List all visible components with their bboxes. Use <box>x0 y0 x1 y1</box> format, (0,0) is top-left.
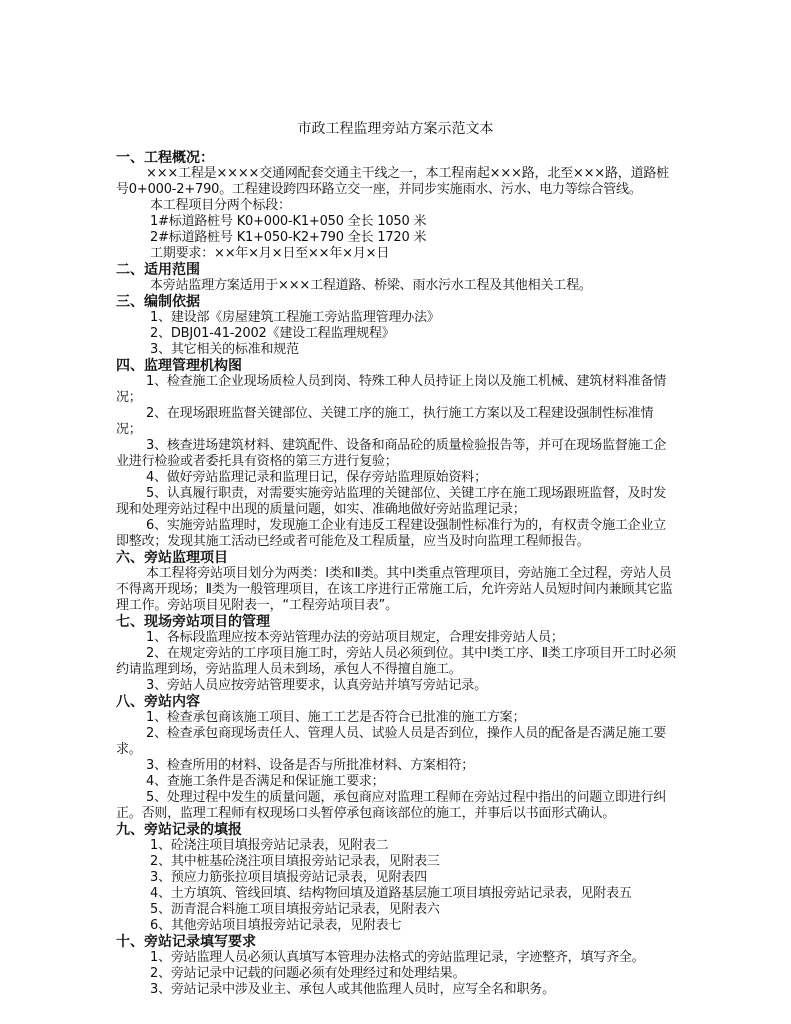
list-item: 1、检查承包商该施工项目、施工工艺是否符合已批准的施工方案； <box>146 710 526 725</box>
list-item: 2、在规定旁站的工序项目施工时，旁站人员必须到位。其中Ⅰ类工序、Ⅱ类工序项目开工时必须约请监理到场，旁站监理人员未到场，承包人不得擅自施工。 <box>116 646 676 677</box>
list-item: 1、旁站监理人员必须认真填写本管理办法格式的旁站监理记录，字迹整齐，填写齐全。 <box>150 950 645 965</box>
section-heading: 九、旁站记录的填报 <box>116 822 242 838</box>
list-item: 5、处理过程中发生的质量问题，承包商应对监理工程师在旁站过程中指出的问题立即进行纠正。否则，监理工程师有权现场口头暂停承包商该部位的施工，并事后以书面形式确认。 <box>116 790 667 821</box>
list-item: 5、沥青混合料施工项目填报旁站记录表，见附表六 <box>150 902 440 917</box>
list-item: 2、旁站记录中记载的问题必须有处理经过和处理结果。 <box>150 966 466 981</box>
list-item: 3、旁站人员应按旁站管理要求，认真旁站并填写旁站记录。 <box>146 678 487 693</box>
list-item: 3、检查所用的材料、设备是否与所批准材料、方案相符； <box>146 758 475 773</box>
list-item: 4、做好旁站监理记录和监理日记，保存旁站监理原始资料； <box>146 470 487 485</box>
list-item: 2、在现场跟班监督关键部位、关键工序的施工，执行施工方案以及工程建设强制性标准情况； <box>116 406 654 437</box>
paragraph: 本工程项目分两个标段： <box>150 198 291 213</box>
list-item: 3、其它相关的标准和规范 <box>150 342 299 357</box>
list-item: 2、DBJ01-41-2002《建设工程监理规程》 <box>150 326 395 341</box>
section-heading: 一、工程概况： <box>116 150 214 166</box>
list-item: 1#标道路桩号 K0+000-K1+050 全长 1050 米 <box>150 214 427 229</box>
section-heading: 三、编制依据 <box>116 294 200 310</box>
section-heading: 四、监理管理机构图 <box>116 358 242 374</box>
section-heading: 十、旁站记录填写要求 <box>116 934 256 950</box>
list-item: 2、其中桩基砼浇注项目填报旁站记录表，见附表三 <box>150 854 440 869</box>
list-item: 1、建设部《房屋建筑工程施工旁站监理管理办法》 <box>150 310 440 325</box>
paragraph: ×××工程是××××交通网配套交通主干线之一，本工程南起×××路，北至×××路，道路桩号0+000-2+790。工程建设跨四环路立交一座，并同步实施雨水、污水、电力等综合管线。 <box>116 166 670 197</box>
list-item: 3、旁站记录中涉及业主、承包人或其他监理人员时，应写全名和职务。 <box>150 982 555 997</box>
paragraph: 本工程将旁站项目划分为两类：Ⅰ类和Ⅱ类。其中Ⅰ类重点管理项目，旁站施工全过程，旁站人员不得离开现场；Ⅱ类为一般管理项目，在该工序进行正常施工后，允许旁站人员短时间内兼顾其它监理工作。旁站项目见附表一，“工程旁站项目表”。 <box>116 566 673 613</box>
list-item: 4、土方填筑、管线回填、结构物回填及道路基层施工项目填报旁站记录表，见附表五 <box>150 886 632 901</box>
page-title: 市政工程监理旁站方案示范文本 <box>297 121 494 137</box>
section-heading: 八、旁站内容 <box>116 694 200 710</box>
document-body <box>116 150 676 998</box>
paragraph: 工期要求：××年×月×日至××年×月×日 <box>150 246 390 261</box>
section-heading: 七、现场旁站项目的管理 <box>116 614 270 630</box>
paragraph: 本旁站监理方案适用于×××工程道路、桥梁、雨水污水工程及其他相关工程。 <box>150 278 592 293</box>
list-item: 6、实施旁站监理时，发现施工企业有违反工程建设强制性标准行为的，有权责令施工企业立即整改；发现其施工活动已经或者可能危及工程质量，应当及时向监理工程师报告。 <box>116 518 667 549</box>
list-item: 1、各标段监理应按本旁站管理办法的旁站项目规定，合理安排旁站人员； <box>146 630 564 645</box>
list-item: 3、核查进场建筑材料、建筑配件、设备和商品砼的质量检验报告等，并可在现场监督施工企业进行检验或者委托具有资格的第三方进行复验； <box>116 438 667 469</box>
list-item: 1、砼浇注项目填报旁站记录表，见附表二 <box>150 838 389 853</box>
list-item: 6、其他旁站项目填报旁站记录表，见附表七 <box>150 918 402 933</box>
section-heading: 六、旁站监理项目 <box>116 550 228 566</box>
list-item: 2、检查承包商现场责任人、管理人员、试验人员是否到位，操作人员的配备是否满足施工要求。 <box>116 726 667 757</box>
section-heading: 二、适用范围 <box>116 262 200 278</box>
list-item: 4、查施工条件是否满足和保证施工要求； <box>146 774 385 789</box>
list-item: 3、预应力筋张拉项目填报旁站记录表，见附表四 <box>150 870 427 885</box>
list-item: 2#标道路桩号 K1+050-K2+790 全长 1720 米 <box>150 230 427 245</box>
list-item: 5、认真履行职责，对需要实施旁站监理的关键部位、关键工序在施工现场跟班监督，及时发现和处理旁站过程中出现的质量问题，如实、准确地做好旁站监理记录； <box>116 486 667 517</box>
list-item: 1、检查施工企业现场质检人员到岗、特殊工种人员持证上岗以及施工机械、建筑材料准备情况； <box>116 374 667 405</box>
